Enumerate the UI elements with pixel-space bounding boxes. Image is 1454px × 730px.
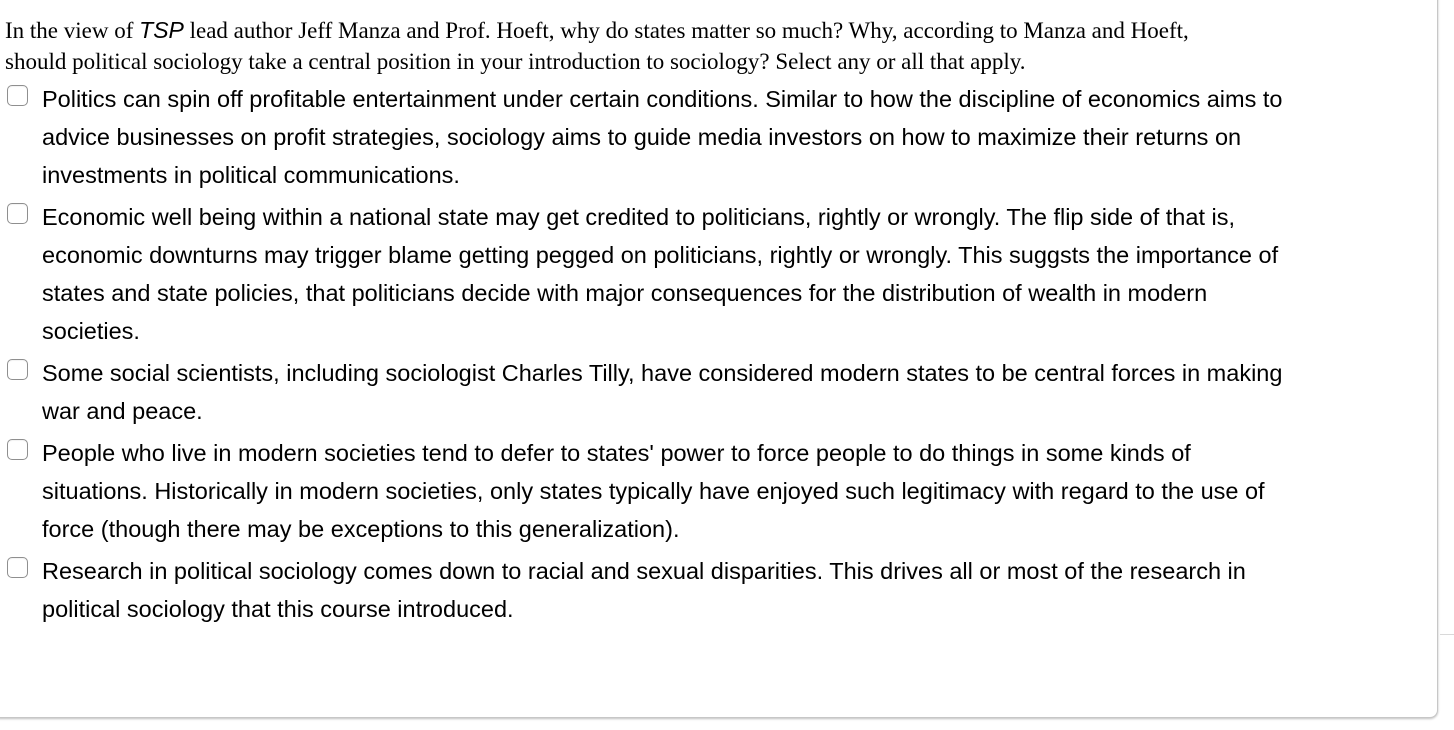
choice-4-text <box>42 434 1422 548</box>
choice-3-line-1: Some social scientists, including sociologist Charles Tilly, have considered modern states to be central forces in making <box>42 360 1283 386</box>
prompt-prefix: In the view of <box>5 18 140 43</box>
prompt-book-title: TSP <box>139 17 184 43</box>
checkbox-choice-1[interactable] <box>7 85 28 106</box>
prompt-line-one-rest: lead author Jeff Manza and Prof. Hoeft, why do states matter so much? Why, according to Manza and Hoeft, <box>183 18 1189 43</box>
choice-2-text <box>42 198 1422 350</box>
choice-5-line-1: Research in political sociology comes down to racial and sexual disparities. This drives all or most of the research in <box>42 558 1246 584</box>
divider-line <box>1440 634 1454 635</box>
checkbox-choice-5[interactable] <box>7 557 28 578</box>
checkbox-choice-3[interactable] <box>7 359 28 380</box>
choice-1-text <box>42 80 1422 194</box>
answer-choice-2[interactable] <box>7 198 1417 344</box>
choice-2-line-2: economic downturns may trigger blame getting pegged on politicians, rightly or wrongly. This suggsts the importance of <box>42 242 1279 268</box>
answer-choice-5[interactable] <box>7 552 1417 622</box>
choice-1-line-3: investments in political communications. <box>42 162 460 188</box>
choice-5-text <box>42 552 1422 628</box>
question-prompt <box>5 15 1418 77</box>
choice-4-line-1: People who live in modern societies tend to defer to states' power to force people to do things in some kinds of <box>42 440 1191 466</box>
answer-choice-4[interactable] <box>7 434 1417 542</box>
choice-2-line-3: states and state policies, that politicians decide with major consequences for the distribution of wealth in modern <box>42 280 1208 306</box>
choice-2-line-4: societies. <box>42 318 140 344</box>
answer-choice-1[interactable] <box>7 80 1417 188</box>
choice-2-line-1: Economic well being within a national state may get credited to politicians, rightly or wrongly. The flip side of that is, <box>42 204 1236 230</box>
checkbox-choice-2[interactable] <box>7 203 28 224</box>
checkbox-choice-4[interactable] <box>7 439 28 460</box>
answer-choice-3[interactable] <box>7 354 1417 424</box>
choice-1-line-2: advice businesses on profit strategies, sociology aims to guide media investors on how to maximize their returns on <box>42 124 1242 150</box>
choice-1-line-1: Politics can spin off profitable entertainment under certain conditions. Similar to how the discipline of economics aims to <box>42 86 1283 112</box>
choice-3-text <box>42 354 1422 430</box>
prompt-line-two: should political sociology take a central position in your introduction to sociology? Select any or all that apply. <box>5 49 1026 74</box>
choice-4-line-3: force (though there may be exceptions to this generalization). <box>42 516 680 542</box>
choice-4-line-2: situations. Historically in modern societies, only states typically have enjoyed such legitimacy with regard to the use of <box>42 478 1265 504</box>
choice-3-line-2: war and peace. <box>42 398 203 424</box>
choice-5-line-2: political sociology that this course introduced. <box>42 596 514 622</box>
